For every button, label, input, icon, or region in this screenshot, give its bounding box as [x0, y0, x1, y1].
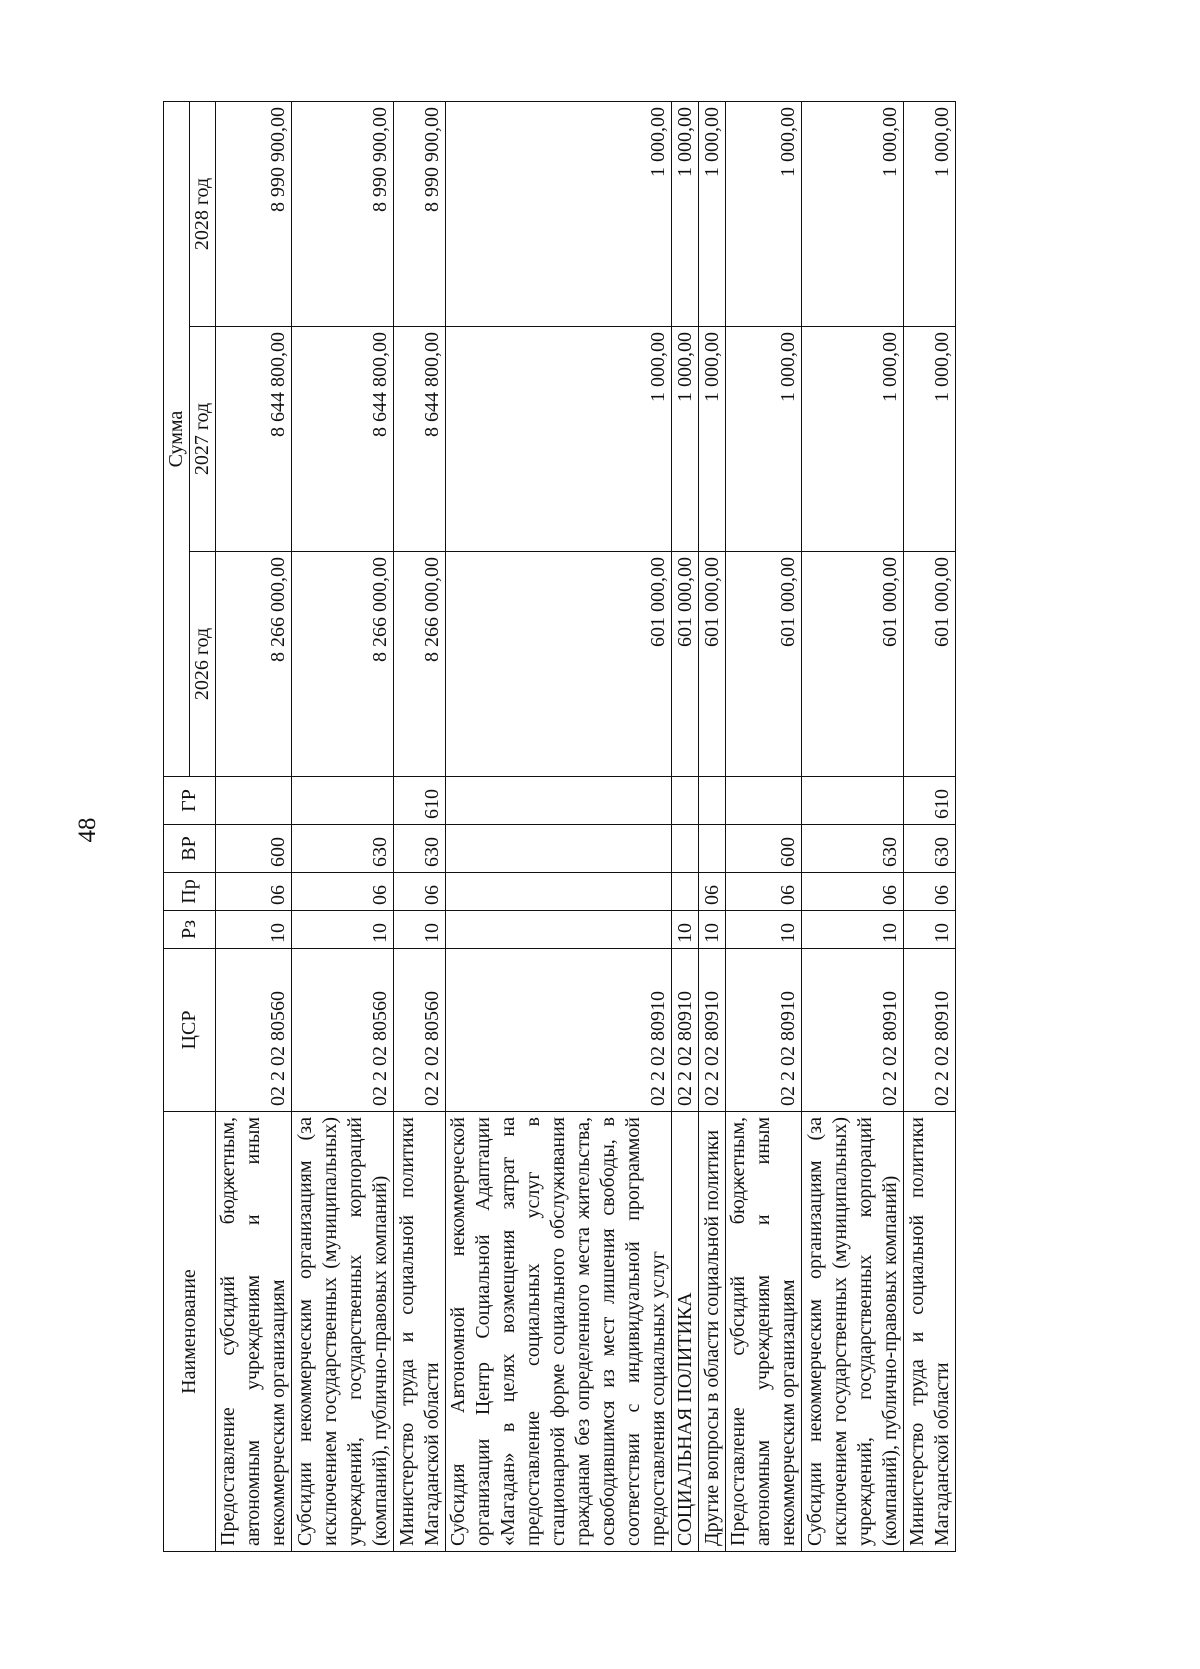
row-name: Министерство труда и социальной политики Магаданской области	[394, 1112, 446, 1552]
row-vr: 630	[394, 825, 446, 873]
table-row	[292, 102, 394, 1552]
row-sum-2028: 1 000,00	[726, 102, 802, 327]
header-sum: Сумма	[164, 102, 190, 777]
row-rz: 10	[726, 911, 802, 949]
row-sum-2028: 1 000,00	[802, 102, 904, 327]
row-gr	[726, 777, 802, 825]
row-sum-2028: 1 000,00	[904, 102, 956, 327]
row-sum-2028: 8 990 900,00	[216, 102, 292, 327]
table-row	[802, 102, 904, 1552]
row-csr: 02 2 02 80910	[802, 949, 904, 1112]
row-sum-2026: 601 000,00	[802, 552, 904, 777]
row-pr: 06	[726, 873, 802, 911]
row-sum-2027: 8 644 800,00	[216, 327, 292, 552]
row-pr: 06	[699, 873, 726, 911]
row-gr: 610	[904, 777, 956, 825]
row-rz: 10	[292, 911, 394, 949]
table-row	[216, 102, 292, 1552]
row-sum-2026: 601 000,00	[904, 552, 956, 777]
row-sum-2028: 8 990 900,00	[394, 102, 446, 327]
row-name: Предоставление субсидий бюджетным, автономным учреждениям и иным некоммерческим организациям	[726, 1112, 802, 1552]
row-sum-2028: 1 000,00	[446, 102, 672, 327]
row-name: Предоставление субсидий бюджетным, автономным учреждениям и иным некоммерческим организациям	[216, 1112, 292, 1552]
row-vr	[699, 825, 726, 873]
row-rz: 10	[904, 911, 956, 949]
row-vr	[672, 825, 699, 873]
table-row	[726, 102, 802, 1552]
table-body	[216, 102, 956, 1552]
row-gr: 610	[394, 777, 446, 825]
row-sum-2026: 601 000,00	[672, 552, 699, 777]
row-gr	[802, 777, 904, 825]
row-pr: 06	[216, 873, 292, 911]
row-name: Другие вопросы в области социальной политики	[699, 1112, 726, 1552]
row-csr: 02 2 02 80560	[394, 949, 446, 1112]
table-row	[904, 102, 956, 1552]
header-year-2027: 2027 год	[190, 327, 216, 552]
row-name: СОЦИАЛЬНАЯ ПОЛИТИКА	[672, 1112, 699, 1552]
header-vr: ВР	[164, 825, 216, 873]
row-gr	[292, 777, 394, 825]
row-gr	[446, 777, 672, 825]
row-pr	[446, 873, 672, 911]
row-pr: 06	[394, 873, 446, 911]
row-sum-2027: 1 000,00	[904, 327, 956, 552]
header-year-2028: 2028 год	[190, 102, 216, 327]
row-sum-2027: 1 000,00	[672, 327, 699, 552]
row-csr: 02 2 02 80910	[446, 949, 672, 1112]
row-rz: 10	[699, 911, 726, 949]
row-rz	[446, 911, 672, 949]
row-pr: 06	[802, 873, 904, 911]
row-name: Субсидии некоммерческим организациям (за исключением государственных (муниципальных) учреждений, государственных корпораций (компаний), публично-правовых компаний)	[802, 1112, 904, 1552]
table-row	[394, 102, 446, 1552]
header-csr: ЦСР	[164, 949, 216, 1112]
row-sum-2027: 1 000,00	[699, 327, 726, 552]
table-row	[446, 102, 672, 1552]
header-gr: ГР	[164, 777, 216, 825]
row-sum-2027: 1 000,00	[446, 327, 672, 552]
row-sum-2026: 8 266 000,00	[216, 552, 292, 777]
row-rz: 10	[394, 911, 446, 949]
row-pr: 06	[904, 873, 956, 911]
row-rz: 10	[216, 911, 292, 949]
row-pr: 06	[292, 873, 394, 911]
row-gr	[672, 777, 699, 825]
row-vr: 630	[292, 825, 394, 873]
row-pr	[672, 873, 699, 911]
row-vr	[446, 825, 672, 873]
header-year-2026: 2026 год	[190, 552, 216, 777]
header-rz: Рз	[164, 911, 216, 949]
header-name: Наименование	[164, 1112, 216, 1552]
row-csr: 02 2 02 80910	[726, 949, 802, 1112]
row-sum-2026: 601 000,00	[726, 552, 802, 777]
page-number: 48	[74, 817, 101, 843]
row-csr: 02 2 02 80560	[292, 949, 394, 1112]
rotated-table-wrapper	[163, 102, 953, 1552]
row-sum-2026: 8 266 000,00	[394, 552, 446, 777]
row-sum-2026: 601 000,00	[446, 552, 672, 777]
row-sum-2027: 8 644 800,00	[292, 327, 394, 552]
row-csr: 02 2 02 80910	[672, 949, 699, 1112]
row-sum-2026: 8 266 000,00	[292, 552, 394, 777]
row-sum-2027: 1 000,00	[802, 327, 904, 552]
row-rz: 10	[802, 911, 904, 949]
header-pr: Пр	[164, 873, 216, 911]
table-header	[164, 102, 216, 1552]
row-csr: 02 2 02 80560	[216, 949, 292, 1112]
row-sum-2028: 1 000,00	[672, 102, 699, 327]
row-gr	[699, 777, 726, 825]
row-vr: 630	[904, 825, 956, 873]
row-vr: 630	[802, 825, 904, 873]
row-vr: 600	[216, 825, 292, 873]
row-sum-2026: 601 000,00	[699, 552, 726, 777]
row-rz: 10	[672, 911, 699, 949]
row-name: Министерство труда и социальной политики Магаданской области	[904, 1112, 956, 1552]
row-name: Субсидия Автономной некоммерческой организации Центр Социальной Адаптации «Магадан» в целях возмещения затрат на предоставление социальных услуг в стационарной форме социального обслуживания гражданам без определенного места жительства, освободившимся из мест лишения свободы, в соответствии с индивидуальной программой предоставления социальных услуг	[446, 1112, 672, 1552]
row-csr: 02 2 02 80910	[699, 949, 726, 1112]
row-sum-2027: 8 644 800,00	[394, 327, 446, 552]
row-sum-2028: 1 000,00	[699, 102, 726, 327]
table-row	[672, 102, 699, 1552]
row-vr: 600	[726, 825, 802, 873]
row-sum-2028: 8 990 900,00	[292, 102, 394, 327]
table-row	[699, 102, 726, 1552]
row-csr: 02 2 02 80910	[904, 949, 956, 1112]
row-gr	[216, 777, 292, 825]
budget-table	[163, 101, 956, 1552]
row-name: Субсидии некоммерческим организациям (за исключением государственных (муниципальных) учреждений, государственных корпораций (компаний), публично-правовых компаний)	[292, 1112, 394, 1552]
row-sum-2027: 1 000,00	[726, 327, 802, 552]
